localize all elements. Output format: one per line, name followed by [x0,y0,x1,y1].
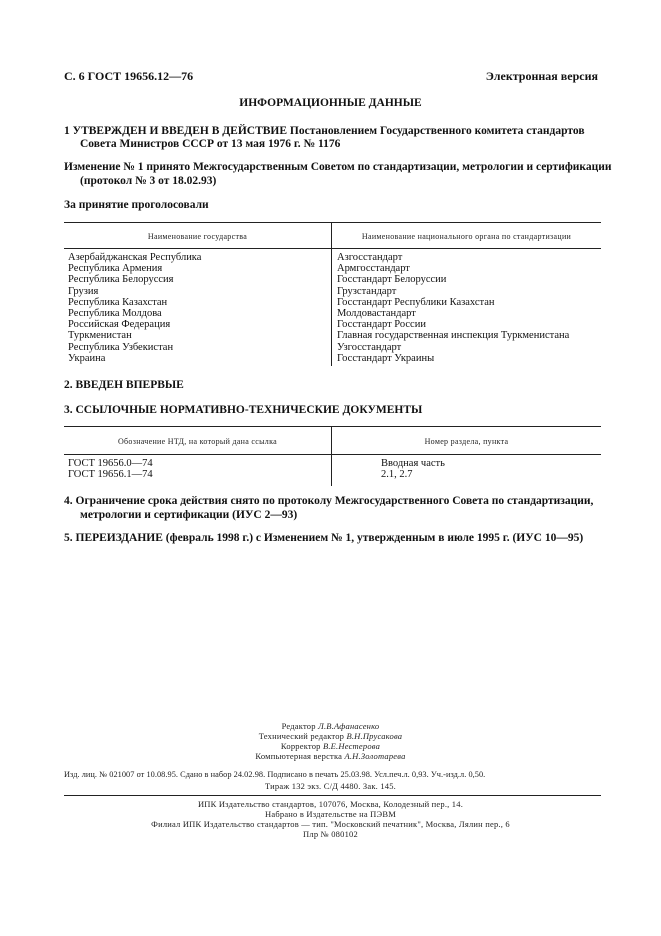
credit-name: В.Н.Прусакова [346,731,403,741]
table1-body-cell: Армгосстандарт [337,263,410,275]
imprint-line5: Филиал ИПК Издательство стандартов — тип. "Московский печатник", Москва, Лялин пер., 6 [151,819,510,829]
table2-section-cell: Вводная часть [381,458,445,469]
table1-state-cell: Республика Белоруссия [68,274,174,286]
table2-doc-cell: ГОСТ 19656.0—74 [68,458,153,469]
table1-body-cell: Главная государственная инспекция Туркменистана [337,330,570,342]
imprint-line3: ИПК Издательство стандартов, 107076, Москва, Колодезный пер., 14. [197,799,464,809]
table1-state-cell: Украина [68,352,106,364]
table2-header-section: Номер раздела, пункта [424,437,509,446]
table1-state-cell: Азербайджанская Республика [68,252,202,263]
credit-editor [0,721,661,731]
amendment-line1: Изменение № 1 принято Межгосударственным Советом по стандартизации, метрологии и сертификации [64,161,612,173]
table1-body-cell: Молдовастандарт [337,307,416,319]
table1-body-cell: Госстандарт России [337,319,426,331]
imprint-rule [64,795,601,796]
section4-line1: 4. Ограничение срока действия снято по протоколу Межгосударственного Совета по стандартизации, [64,495,594,507]
credit-role: Редактор [281,721,316,731]
table1-column-divider [331,222,332,366]
table1-bodies-column [337,252,569,364]
imprint-line1: Изд. лиц. № 021007 от 10.08.95. Сдано в набор 24.02.98. Подписано в печать 25.03.98. Усл.печ.л. 0,93. Уч.-изд.л. 0,50. [64,770,486,779]
credit-name: В.Е.Нестерова [322,741,381,751]
table2-column-divider [331,426,332,486]
section5: 5. ПЕРЕИЗДАНИЕ (февраль 1998 г.) с Изменением № 1, утвержденным в июле 1995 г. (ИУС 10—95) [64,532,584,544]
section2: 2. ВВЕДЕН ВПЕРВЫЕ [64,379,184,391]
section1-line1: 1 УТВЕРЖДЕН И ВВЕДЕН В ДЕЙСТВИЕ Постановлением Государственного комитета стандартов [64,125,585,137]
table1-state-cell: Республика Казахстан [68,296,168,308]
table2-header-rule [64,454,601,455]
page-header-left: С. 6 ГОСТ 19656.12—76 [64,69,194,83]
credit-corrector [0,741,661,751]
table1-body-cell: Госстандарт Украины [337,352,435,364]
credit-tech-editor [0,731,661,741]
table1-state-cell: Республика Молдова [68,307,162,319]
page-header-right: Электронная версия [485,69,598,83]
credit-role: Технический редактор [258,731,345,741]
imprint-line4: Набрано в Издательстве на ПЭВМ [265,809,396,819]
amendment-line2: (протокол № 3 от 18.02.93) [80,175,217,187]
credit-role: Корректор [280,741,321,751]
table1-state-cell: Российская Федерация [68,319,171,331]
page-title: ИНФОРМАЦИОННЫЕ ДАННЫЕ [239,97,422,109]
table1-state-cell: Грузия [68,285,99,297]
credit-name: Л.В.Афанасенко [318,721,380,731]
table1-body-cell: Грузстандарт [337,285,397,297]
imprint-line2: Тираж 132 экз. С/Д 4480. Зак. 145. [265,781,396,791]
table1-top-rule [64,222,601,223]
table2-header-doc: Обозначение НТД, на который дана ссылка [117,437,278,446]
section3: 3. ССЫЛОЧНЫЕ НОРМАТИВНО-ТЕХНИЧЕСКИЕ ДОКУМЕНТЫ [64,404,423,416]
table2-doc-cell: ГОСТ 19656.1—74 [68,469,153,481]
table2-docs-column [68,458,153,480]
credit-layout [0,751,661,761]
section4-line2: метрологии и сертификации (ИУС 2—93) [80,509,298,521]
table1-header-body: Наименование национального органа по стандартизации [361,232,572,241]
table1-header-rule [64,248,601,249]
table2-section-cell: 2.1, 2.7 [381,469,413,481]
table1-state-cell: Республика Узбекистан [68,341,174,353]
voted-label: За принятие проголосовали [64,199,209,211]
table1-states-column [68,252,201,364]
table1-header-state: Наименование государства [147,232,248,241]
section1-line2: Совета Министров СССР от 13 мая 1976 г. № 1176 [80,138,341,150]
table2-sections-column [381,458,445,480]
table1-body-cell: Госстандарт Белоруссии [337,274,447,286]
table1-state-cell: Туркменистан [68,330,132,342]
credit-name: А.Н.Золотарева [344,751,406,761]
table1-body-cell: Госстандарт Республики Казахстан [337,296,495,308]
table1-body-cell: Узгосстандарт [337,341,402,353]
credit-role: Компьютерная верстка [255,751,343,761]
table1-state-cell: Республика Армения [68,263,163,275]
imprint-line6: Плр № 080102 [303,829,358,839]
table1-body-cell: Азгосстандарт [337,252,403,263]
table2-top-rule [64,426,601,427]
